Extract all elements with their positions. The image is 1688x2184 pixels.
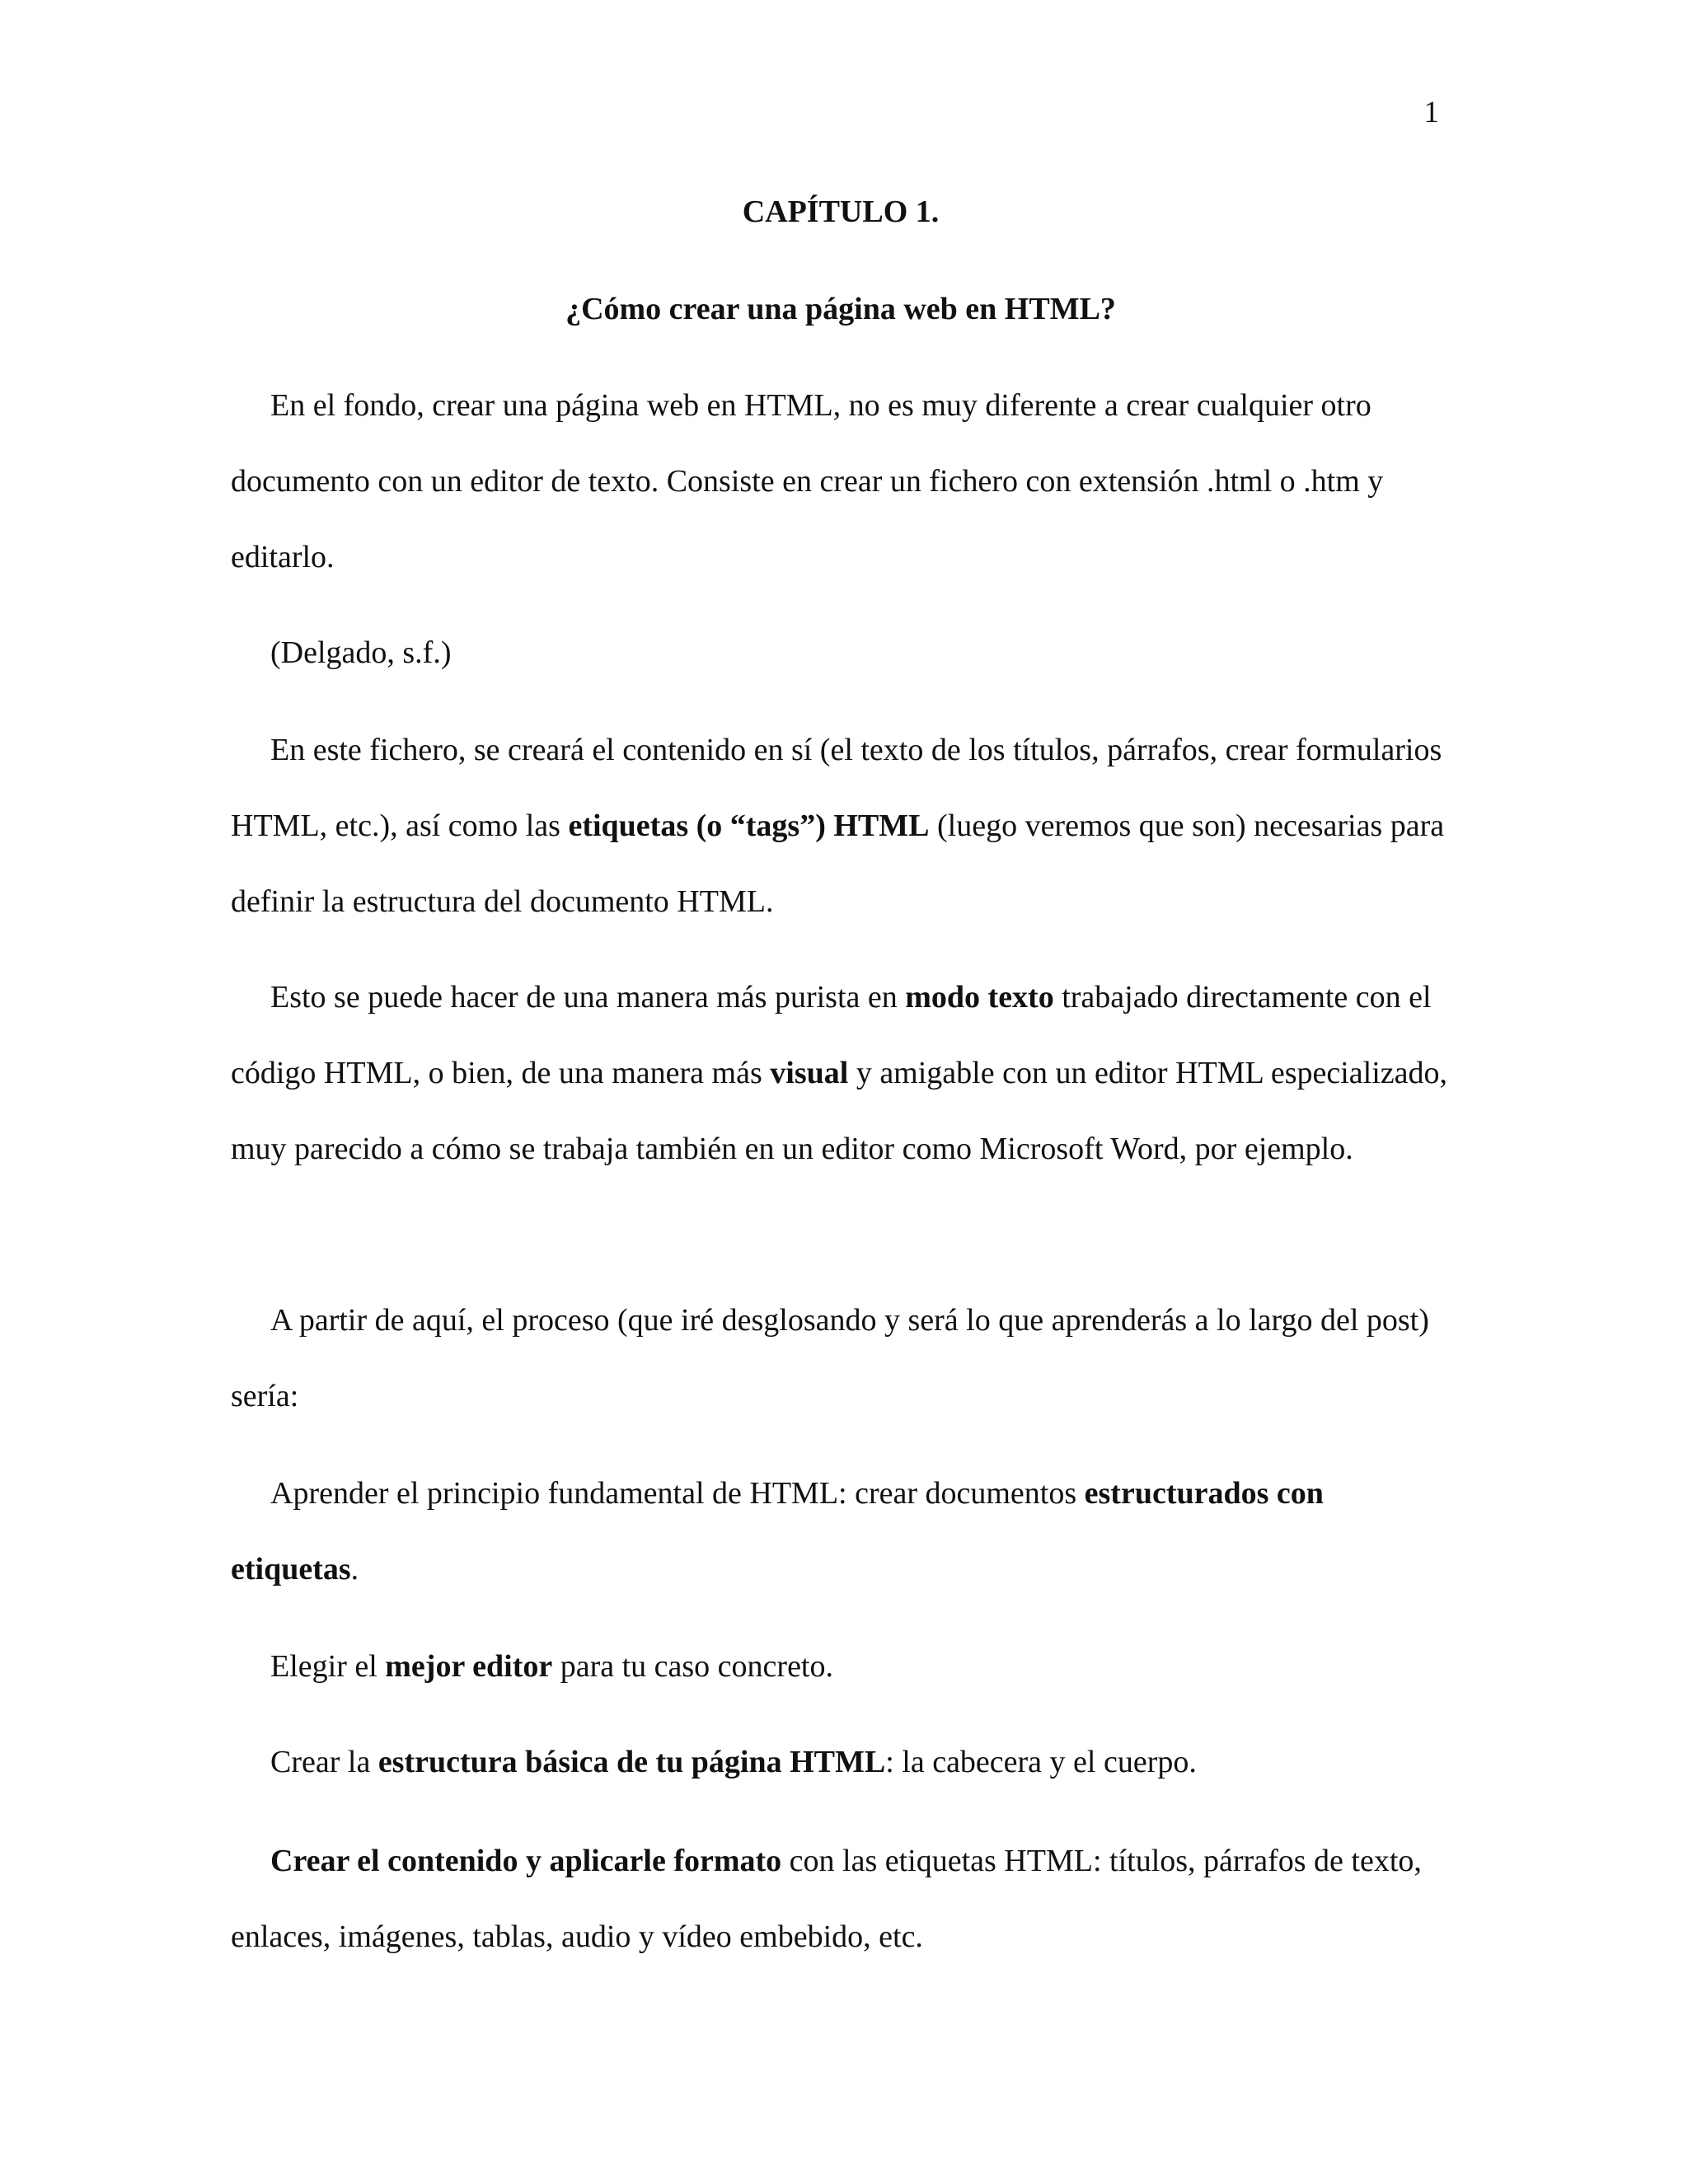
chapter-subtitle: ¿Cómo crear una página web en HTML? — [565, 292, 1116, 326]
text-run: con las etiquetas HTML: títulos, párrafos de texto, enlaces, imágenes, tablas, audio y vídeo embebido, etc. — [231, 1844, 1422, 1954]
text-run: Esto se puede hacer de una manera más purista en — [270, 980, 906, 1015]
bold-text: visual — [770, 1056, 849, 1090]
bold-text: estructurados con etiquetas — [231, 1476, 1324, 1586]
text-run: y amigable con un editor HTML especializado, muy parecido a cómo se trabaja también en un editor como Microsoft Word, por ejemplo. — [231, 1056, 1447, 1166]
paragraph-step-editor — [231, 1629, 1451, 1704]
page-number: 1 — [1423, 96, 1439, 129]
paragraph-file-content — [231, 712, 1451, 940]
text-run: Aprender el principio fundamental de HTML: crear documentos — [270, 1476, 1085, 1511]
text-run: trabajado directamente con el código HTML, o bien, de una manera más — [231, 980, 1432, 1090]
text-run: para tu caso concreto. — [552, 1649, 833, 1684]
paragraph-step-content — [231, 1823, 1451, 1975]
bold-text: estructura básica de tu página HTML — [377, 1745, 886, 1779]
paragraph-editing-modes — [231, 959, 1451, 1187]
text-run: . — [350, 1552, 359, 1586]
bold-text: modo texto — [905, 980, 1054, 1015]
bold-text: mejor editor — [385, 1649, 553, 1684]
text-run: : la cabecera y el cuerpo. — [885, 1745, 1197, 1779]
text-run: (luego veremos que son) necesarias para definir la estructura del documento HTML. — [231, 808, 1445, 919]
text-run: Crear la — [270, 1745, 378, 1779]
text-run: Elegir el — [270, 1649, 386, 1684]
bold-text: etiquetas (o “tags”) HTML — [568, 808, 930, 843]
paragraph-citation: (Delgado, s.f.) — [270, 635, 452, 670]
paragraph-process: A partir de aquí, el proceso (que iré desglosando y será lo que aprenderás a lo largo del post) sería: — [231, 1303, 1429, 1413]
paragraph-step-learn — [231, 1455, 1451, 1607]
chapter-title: CAPÍTULO 1. — [742, 194, 940, 229]
text-run: En este fichero, se creará el contenido en sí (el texto de los títulos, párrafos, crear formularios HTML, etc.), así como las — [231, 733, 1442, 843]
paragraph-intro: En el fondo, crear una página web en HTML, no es muy diferente a crear cualquier otro documento con un editor de texto. Consiste en crear un fichero con extensión .html o .htm y editarlo. — [231, 388, 1384, 574]
paragraph-step-structure — [231, 1724, 1451, 1800]
bold-text: Crear el contenido y aplicarle formato — [270, 1844, 782, 1878]
